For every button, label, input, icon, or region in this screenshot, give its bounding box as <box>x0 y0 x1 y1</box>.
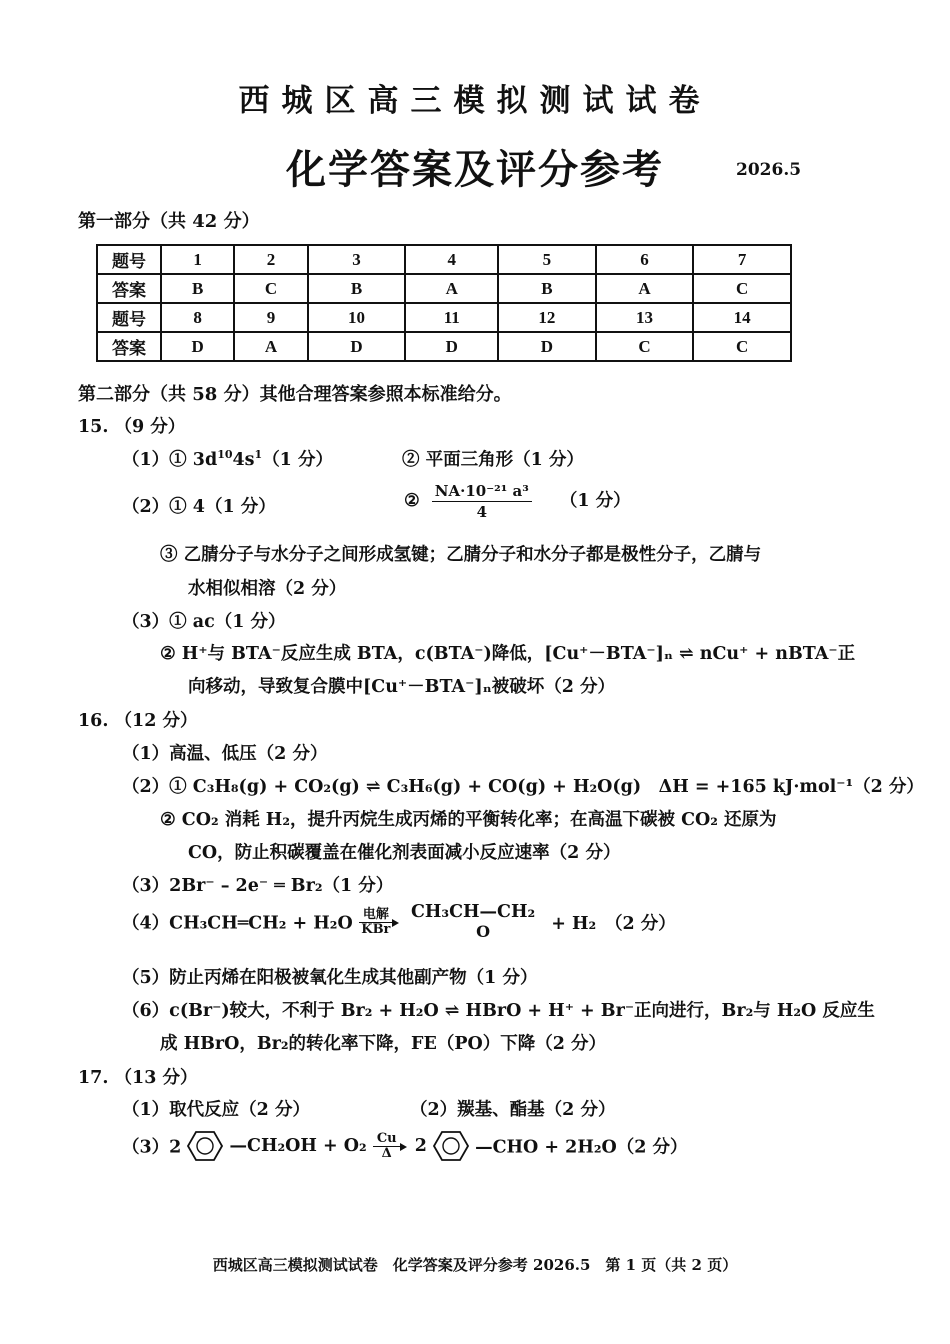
table-cell: D <box>161 332 234 361</box>
q15-2-1: （2）① 4（1 分） <box>122 497 276 517</box>
table-cell: 5 <box>498 245 596 274</box>
q15-1-1-tail: （1 分） <box>262 450 333 470</box>
q16-6-b: 成 HBrO，Br₂的转化率下降，FE（PO）下降（2 分） <box>160 1034 606 1054</box>
arrow-catalyst: Cu <box>373 1132 401 1147</box>
arrow-condition-top: 电解 <box>359 908 393 923</box>
q15-2-2 <box>404 482 631 521</box>
page-footer: 西城区高三模拟测试试卷 化学答案及评分参考 2026.5 第 1 页（共 2 页） <box>212 1256 738 1274</box>
q15-1-1-mid: 4s <box>232 450 255 470</box>
q15-1-1-sup1: 10 <box>217 448 233 462</box>
part2-heading: 第二部分（共 58 分）其他合理答案参照本标准给分。 <box>78 384 512 405</box>
table-row <box>97 332 791 361</box>
oxidation-arrow <box>373 1132 401 1161</box>
table-row-label: 题号 <box>97 303 161 332</box>
table-cell: B <box>308 274 406 303</box>
q15-3-2-b: 向移动，导致复合膜中[Cu⁺－BTA⁻]ₙ被破坏（2 分） <box>188 677 615 697</box>
q15-1-2: ② 平面三角形（1 分） <box>402 450 584 470</box>
table-row-label: 题号 <box>97 245 161 274</box>
density-fraction <box>432 482 532 521</box>
table-cell: 9 <box>234 303 307 332</box>
q16-4-reactants: （4）CH₃CH═CH₂ + H₂O <box>122 913 353 934</box>
q17-3-reactant: —CH₂OH + O₂ <box>229 1136 367 1156</box>
epoxide-structure <box>411 902 535 942</box>
q16-heading: 16. （12 分） <box>78 711 198 731</box>
q16-2-2-b: CO，防止积碳覆盖在催化剂表面减小反应速率（2 分） <box>188 843 621 863</box>
q15-3-1: （3）① ac（1 分） <box>122 612 286 632</box>
table-row <box>97 274 791 303</box>
q15-heading: 15. （9 分） <box>78 417 186 437</box>
table-cell: C <box>596 332 694 361</box>
table-cell: 11 <box>405 303 498 332</box>
table-cell: A <box>596 274 694 303</box>
table-cell: B <box>161 274 234 303</box>
table-cell: C <box>693 274 791 303</box>
q15-2-2-prefix: ② <box>404 491 420 511</box>
q17-3-coef: 2 <box>414 1136 427 1156</box>
q15-2-2-tail: （1 分） <box>559 491 631 511</box>
benzene-ring-icon <box>433 1130 469 1162</box>
exam-title: 西城区高三模拟测试试卷 <box>238 83 712 119</box>
fraction-numerator: NA·10⁻²¹ a³ <box>432 482 532 502</box>
table-cell: 10 <box>308 303 406 332</box>
q17-3-prefix: （3）2 <box>122 1137 182 1158</box>
table-row <box>97 303 791 332</box>
epoxide-top: CH₃CH—CH₂ <box>410 902 536 922</box>
q17-3-product: —CHO + 2H₂O（2 分） <box>475 1137 688 1158</box>
answer-table <box>96 244 792 362</box>
table-cell: 14 <box>693 303 791 332</box>
table-cell: A <box>234 332 307 361</box>
table-row <box>97 245 791 274</box>
q16-3: （3）2Br⁻ – 2e⁻ ═ Br₂（1 分） <box>122 876 394 896</box>
q15-1-1 <box>122 446 333 471</box>
part1-heading: 第一部分（共 42 分） <box>78 211 260 232</box>
table-cell: 12 <box>498 303 596 332</box>
table-cell: B <box>498 274 596 303</box>
answer-key-title: 化学答案及评分参考 <box>286 146 664 193</box>
table-row-label: 答案 <box>97 332 161 361</box>
q15-2-3-b: 水相似相溶（2 分） <box>188 579 347 599</box>
q17-3 <box>122 1130 688 1170</box>
arrow-condition-bottom: KBr <box>361 921 391 937</box>
table-cell: 2 <box>234 245 307 274</box>
q16-2-2-a: ② CO₂ 消耗 H₂，提升丙烷生成丙烯的平衡转化率；在高温下碳被 CO₂ 还原为 <box>160 810 777 830</box>
table-cell: 13 <box>596 303 694 332</box>
q15-1-1-sup2: 1 <box>254 448 263 462</box>
table-cell: D <box>308 332 406 361</box>
table-cell: 1 <box>161 245 234 274</box>
table-cell: C <box>234 274 307 303</box>
q15-1-1-text: （1）① 3d <box>122 450 218 470</box>
q16-2-1: （2）① C₃H₈(g) + CO₂(g) ⇌ C₃H₆(g) + CO(g) + H₂O(g) ΔH = +165 kJ·mol⁻¹（2 分） <box>122 777 924 797</box>
q17-heading: 17. （13 分） <box>78 1068 198 1088</box>
benzene-ring-icon <box>187 1130 223 1162</box>
q16-4 <box>122 902 676 950</box>
table-cell: 6 <box>596 245 694 274</box>
exam-date: 2026.5 <box>736 160 802 180</box>
table-cell: C <box>693 332 791 361</box>
q15-2-3-a: ③ 乙腈分子与水分子之间形成氢键；乙腈分子和水分子都是极性分子，乙腈与 <box>160 545 762 565</box>
q17-2: （2）羰基、酯基（2 分） <box>410 1100 616 1120</box>
table-cell: 8 <box>161 303 234 332</box>
q17-1: （1）取代反应（2 分） <box>122 1100 310 1120</box>
table-row-label: 答案 <box>97 274 161 303</box>
table-cell: 7 <box>693 245 791 274</box>
table-cell: A <box>405 274 498 303</box>
table-cell: D <box>498 332 596 361</box>
q16-1: （1）高温、低压（2 分） <box>122 744 328 764</box>
arrow-heat: Δ <box>381 1145 392 1161</box>
q16-5: （5）防止丙烯在阳极被氧化生成其他副产物（1 分） <box>122 968 538 988</box>
table-cell: 3 <box>308 245 406 274</box>
fraction-denominator: 4 <box>476 503 488 521</box>
table-cell: 4 <box>405 245 498 274</box>
epoxide-oxygen: O <box>476 922 491 941</box>
table-cell: D <box>405 332 498 361</box>
q15-3-2-a: ② H⁺与 BTA⁻反应生成 BTA，c(BTA⁻)降低，[Cu⁺－BTA⁻]ₙ ⇌ nCu⁺ + nBTA⁻正 <box>160 644 856 664</box>
q16-6-a: （6）c(Br⁻)较大，不利于 Br₂ + H₂O ⇌ HBrO + H⁺ + Br⁻正向进行，Br₂与 H₂O 反应生 <box>122 1001 875 1021</box>
q16-4-tail: + H₂ （2 分） <box>551 913 676 934</box>
electrolysis-arrow <box>359 908 393 937</box>
